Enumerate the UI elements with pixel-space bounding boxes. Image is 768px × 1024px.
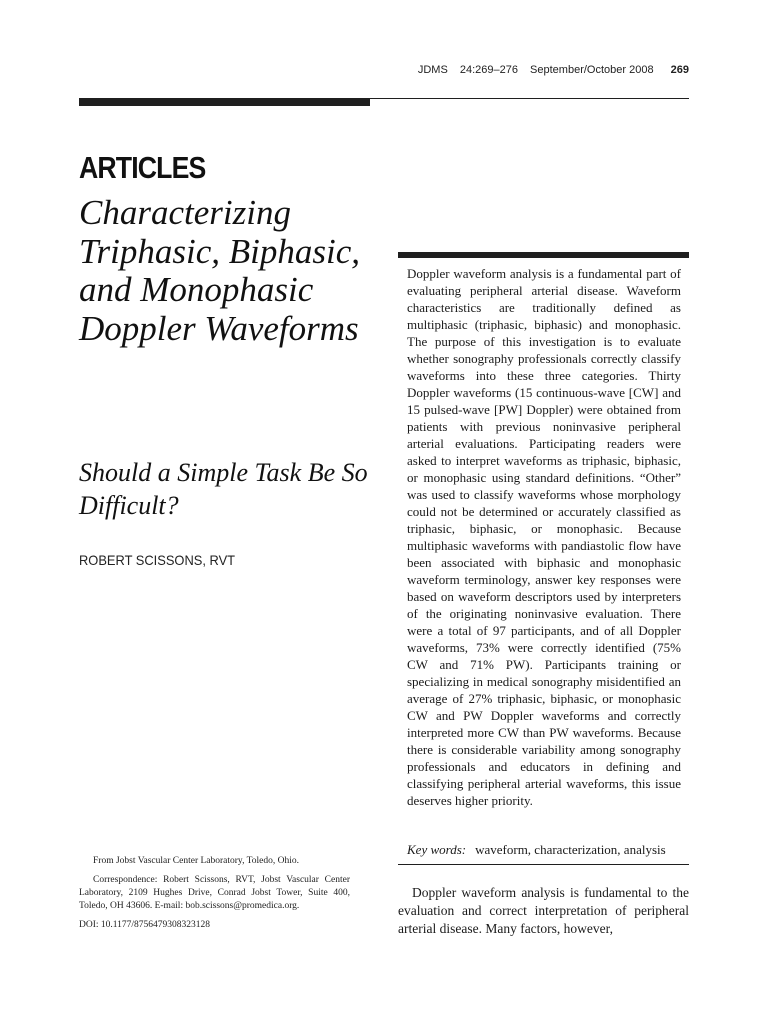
section-label: ARTICLES	[79, 150, 206, 185]
keywords-list: waveform, characterization, analysis	[475, 842, 666, 857]
correspondence-note: Correspondence: Robert Scissons, RVT, Jobst Vascular Center Laboratory, 2109 Hughes Drive, Conrad Jobst Tower, Suite 400, Toledo, OH 43606. E-mail: bob.scissons@promedica.org.	[79, 875, 350, 911]
abstract-top-rule	[398, 252, 689, 258]
header-rule-thick	[79, 98, 370, 106]
keywords	[407, 841, 697, 858]
header-rule-thin	[370, 98, 689, 99]
doi-note: DOI: 10.1177/8756479308323128	[79, 920, 211, 930]
abstract-text: Doppler waveform analysis is a fundamental part of evaluating peripheral arterial disease. Waveform characteristics are traditionally defined as multiphasic (triphasic, biphasic) and monophasic. The purpose of this investigation is to evaluate whether sonography professionals correctly classify waveforms into these three categories. Thirty Doppler waveforms (15 continuous-wave [CW] and 15 pulsed-wave [PW] Doppler) were obtained from patients with previous noninvasive peripheral arterial evaluations. Participating readers were asked to interpret waveforms as triphasic, biphasic, or monophasic using standard definitions. “Other” was used to classify waveforms whose morphology could not be determined or accurately classified as triphasic, biphasic, or monophasic. Because multiphasic waveforms with pandiastolic flow have been associated with biphasic and monophasic waveform terminology, answer key responses were based on waveform descriptors used by interpreters of the originating noninvasive evaluation. There were a total of 97 participants, and of all Doppler waveforms, 73% were correctly identified (75% CW and 71% PW). Participants training or specializing in medical sonography misidentified an average of 27% triphasic, biphasic, or monophasic CW and PW Doppler waveforms and correctly interpreted more CW than PW waveforms. Because there is considerable variability among sonography professionals and educators in defining and classifying peripheral arterial waveforms, this issue deserves higher priority.	[407, 266, 681, 808]
affiliation-note: From Jobst Vascular Center Laboratory, Toledo, Ohio.	[93, 856, 300, 866]
body-intro-paragraph: Doppler waveform analysis is fundamental to the evaluation and correct interpretation of peripheral arterial disease. Many factors, however,	[398, 885, 689, 936]
footnotes	[79, 855, 350, 938]
running-header	[409, 64, 689, 76]
keywords-label: Key words:	[407, 842, 467, 857]
volume-pages: 24:269–276	[459, 64, 518, 76]
author-name: ROBERT SCISSONS, RVT	[79, 552, 236, 568]
journal-name: JDMS	[417, 64, 448, 76]
page-number: 269	[670, 64, 689, 76]
issue-date: September/October 2008	[530, 64, 654, 76]
article-title: Characterizing Triphasic, Biphasic, and Monophasic Doppler Waveforms	[79, 193, 360, 348]
abstract-bottom-rule	[398, 864, 689, 865]
article-subtitle: Should a Simple Task Be So Difficult?	[79, 458, 368, 520]
